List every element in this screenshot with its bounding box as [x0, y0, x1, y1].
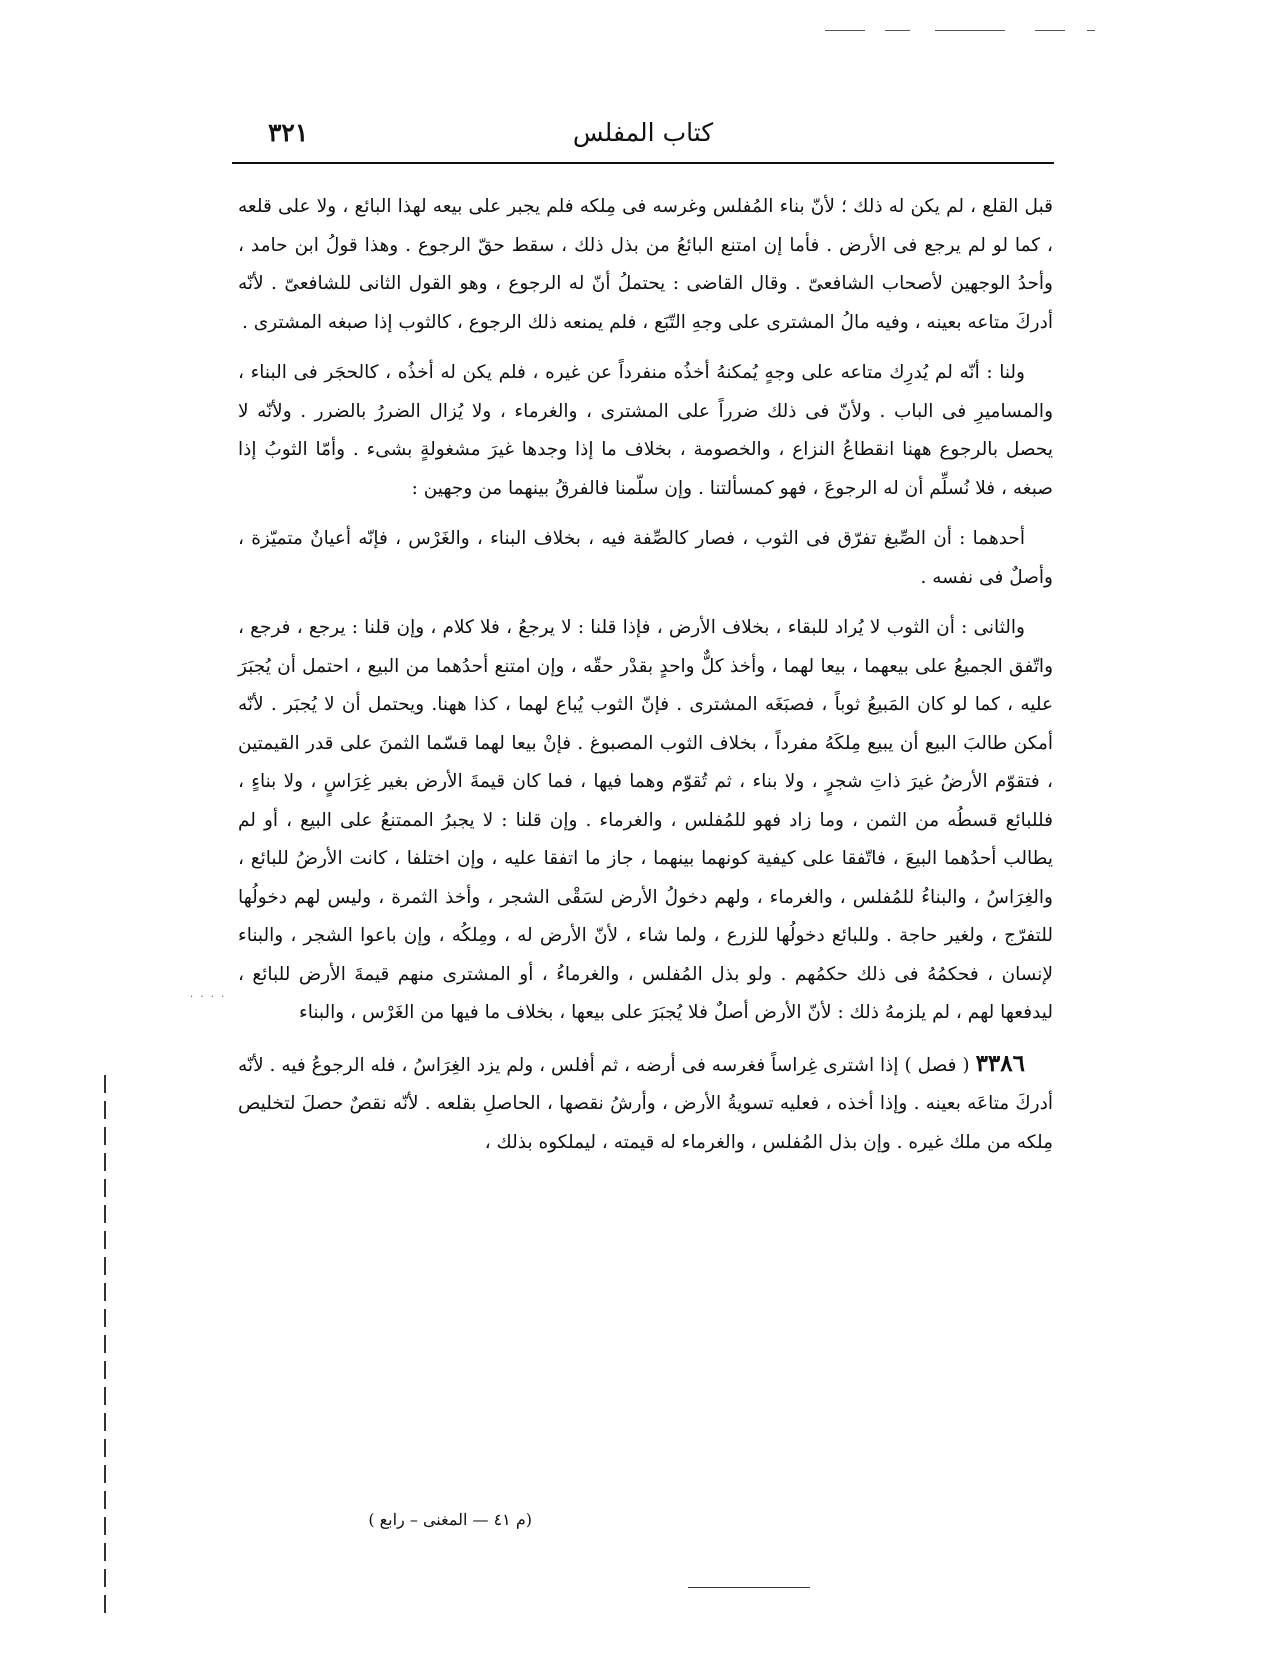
scan-artifact-marks: · · · · [190, 992, 227, 1003]
section-paragraph [238, 1045, 1053, 1163]
scan-artifact-line [104, 1075, 106, 1615]
page-number: ٣٢١ [268, 118, 309, 147]
paragraph: ولنا : أنّه لم يُدرِك متاعه على وجهٍ يُمكنهُ أخذُه منفرداً عن غيره ، فلم يكن له أخذُه ، كالحجَر فى البناء ، والمساميرِ فى الباب . ولأنّ فى ذلك ضرراً على المشترى ، والغرماء ، ولا يُزال الضررُ بالضرر . ولأنّه لا يحصل بالرجوع ههنا انقطاعُ النزاع ، والخصومة ، بخلاف ما إذا وجدها غيرَ مشغولةٍ بشىء . وأمّا الثوبُ إذا صبغه ، فلا نُسلِّم أن له الرجوعَ ، فهو كمسألتنا . وإن سلّمنا فالفرقُ بينهما من وجهين : [238, 362, 1053, 499]
paragraph: قبل القلع ، لم يكن له ذلك ؛ لأنّ بناء المُفلس وغرسه فى مِلكه فلم يجبر على بيعه لهذا البائع ، ولا على قلعه ، كما لو لم يرجع فى الأرض . فأما إن امتنع البائعُ من بذل ذلك ، سقط حقّ الرجوع . وهذا قولُ ابن حامد ، وأحدُ الوجهين لأصحاب الشافعىّ . وقال القاضى : يحتملُ أنّ له الرجوع ، وهو القول الثانى للشافعىّ . لأنّه أدركَ متاعه بعينه ، وفيه مالُ المشترى على وجهِ التّبَع ، فلم يمنعه ذلك الرجوع ، كالثوب إذا صبغه المشترى . [238, 196, 1053, 333]
bottom-rule [688, 1587, 810, 1588]
page-header [232, 118, 1054, 158]
section-number: ٣٣٨٦ [975, 1049, 1025, 1077]
header-rule [232, 162, 1054, 164]
scan-artifact-dashes [825, 30, 1155, 34]
footnote: (م ٤١ — المغنى – رابع ) [368, 1510, 532, 1529]
section-text: ( فصل ) إذا اشترى غِراساً فغرسه فى أرضه ، ثم أفلس ، ولم يزد الغِرَاسُ ، فله الرجوعُ فيه . لأنّه أدركَ متاعَه بعينه . وإذا أخذه ، فعليه تسويةُ الأرض ، وأرشُ نقصها ، الحاصلِ بقلعه . لأنّه نقصٌ حصلَ لتخليص مِلكه من ملك غيره . وإن بذل المُفلس ، والغرماء له قيمته ، ليملكوه بذلك ، [238, 1054, 1053, 1153]
paragraph: أحدهما : أن الصِّبغ تفرّق فى الثوب ، فصار كالصِّفة فيه ، بخلاف البناء ، والغَرْس ، فإنّه أعيانٌ متميّزة ، وأصلٌ فى نفسه . [238, 528, 1053, 588]
paragraph: والثانى : أن الثوب لا يُراد للبقاء ، بخلاف الأرض ، فإذا قلنا : لا يرجعُ ، فلا كلام ، وإن قلنا : يرجع ، فرجع ، واتّفق الجميعُ على بيعهما ، بيعا لهما ، وأخذ كلٌّ واحدٍ بقدْر حقّه ، وإن امتنع أحدُهما من البيع ، احتمل أن يُجبَرَ عليه ، كما لو كان المَبيعُ ثوباً ، فصبَغَه المشترى . فإنّ الثوب يُباع لهما ، كذا ههنا. ويحتمل أن لا يُجبَر . لأنّه أمكن طالبَ البيع أن يبيع مِلكَهُ مفرداً ، بخلاف الثوب المصبوغ . فإنْ بيعا لهما قسّما الثمنَ على قدر القيمتين ، فتقوّم الأرضُ غيرَ ذاتِ شجرٍ ، ولا بناء ، ثم تُقوّم وهما فيها ، فما كان قيمةَ الأرض بغير غِرَاسٍ ، ولا بناءٍ ، فللبائع قسطُه من الثمن ، وما زاد فهو للمُفلس ، والغرماء . وإن قلنا : لا يجبرُ الممتنعُ على البيع ، أو لم يطالب أحدُهما البيعَ ، فاتّفقا على كيفية كونهما بينهما ، جاز ما اتفقا عليه ، وإن اختلفا ، كانت الأرضُ للبائع ، والغِرَاسُ ، والبناءُ للمُفلس ، والغرماء ، ولهم دخولُ الأرض لسَقْى الشجر ، وأخذ الثمرة ، وليس لهم دخولُها للتفرّج ، ولغير حاجة . وللبائع دخولُها للزرع ، ولما شاء ، لأنّ الأرض له ، ومِلكُه ، وإن باعوا الشجر ، والبناء لإنسان ، فحكمُهُ فى ذلك حكمُهم . ولو بذل المُفلس ، والغرماءُ ، أو المشترى منهم قيمةَ الأرض للبائع ، ليدفعها لهم ، لم يلزمهُ ذلك : لأنّ الأرض أصلٌ فلا يُجبَرَ على بيعها ، بخلاف ما فيها من الغَرْس ، والبناء [238, 617, 1053, 1023]
running-title: كتاب المفلس [572, 118, 714, 147]
main-text [238, 188, 1053, 1162]
